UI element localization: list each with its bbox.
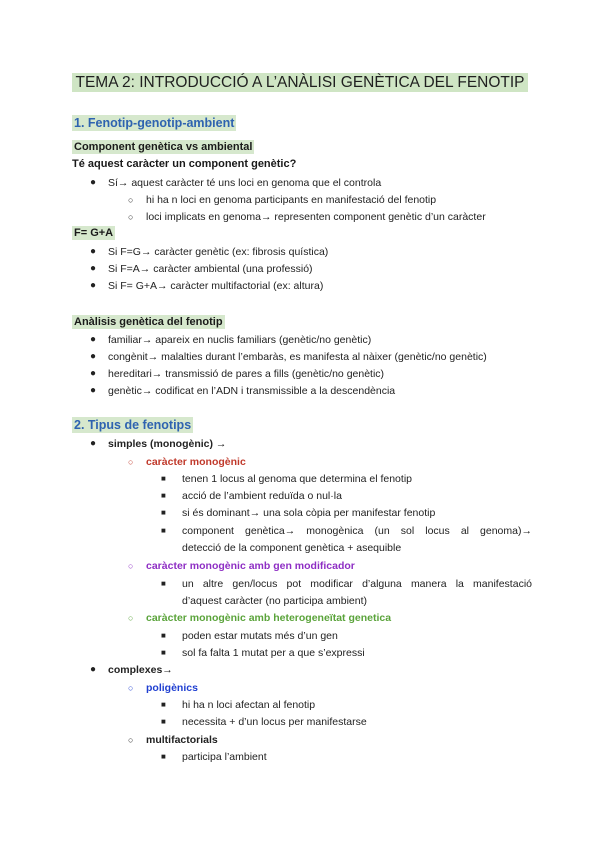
subheading-analysis: Anàlisis genètica del fenotip bbox=[74, 316, 223, 328]
bullet-square: ■ bbox=[161, 474, 166, 483]
list-item: familiar→ apareix en nuclis familiars (genètic/no genètic) bbox=[108, 334, 372, 346]
section-2-heading: 2. Tipus de fenotips bbox=[74, 418, 192, 432]
question-line: Té aquest caràcter un component genètic? bbox=[72, 158, 297, 170]
bullet-circle: ○ bbox=[128, 561, 134, 571]
list-item: poden estar mutats més d’un gen bbox=[182, 630, 338, 642]
bullet-dot: ● bbox=[90, 177, 97, 188]
list-item: un altre gen/locus pot modificar d’alguna manera la manifestació bbox=[182, 578, 532, 590]
polygenic-label: poligènics bbox=[146, 682, 198, 694]
list-item-continuation: d’aquest caràcter (no participa ambient) bbox=[182, 595, 368, 607]
list-item: hi ha n loci afectan al fenotip bbox=[182, 699, 316, 711]
bullet-dot: ● bbox=[90, 351, 97, 362]
list-item-complexes: complexes→ bbox=[108, 664, 173, 676]
section-1-heading: 1. Fenotip-genotip-ambient bbox=[74, 116, 235, 130]
list-item: congènit→ malalties durant l’embaràs, es manifesta al nàixer (genètic/no genètic) bbox=[108, 351, 487, 363]
hetero-label: caràcter monogènic amb heterogeneïtat genetica bbox=[146, 612, 392, 624]
bullet-circle: ○ bbox=[128, 683, 134, 693]
bullet-square: ■ bbox=[161, 752, 166, 761]
bullet-circle: ○ bbox=[128, 735, 134, 745]
list-item: si és dominant→ una sola còpia per manifestar fenotip bbox=[182, 507, 436, 519]
list-item: component genètica→ monogènica (un sol locus al genoma)→ bbox=[182, 525, 532, 537]
list-item: necessita + d’un locus per manifestarse bbox=[182, 716, 367, 728]
bullet-dot: ● bbox=[90, 334, 97, 345]
monogenic-label: caràcter monogènic bbox=[146, 456, 246, 468]
bullet-dot: ● bbox=[90, 438, 97, 449]
bullet-square: ■ bbox=[161, 700, 166, 709]
bullet-dot: ● bbox=[90, 280, 97, 291]
bullet-circle: ○ bbox=[128, 212, 134, 222]
list-item-simples: simples (monogènic) → bbox=[108, 438, 227, 450]
bullet-square: ■ bbox=[161, 579, 166, 588]
bullet-square: ■ bbox=[161, 491, 166, 500]
list-item: tenen 1 locus al genoma que determina el fenotip bbox=[182, 473, 412, 485]
bullet-dot: ● bbox=[90, 263, 97, 274]
list-item: loci implicats en genoma→ representen component genètic d’un caràcter bbox=[146, 211, 486, 223]
bullet-dot: ● bbox=[90, 368, 97, 379]
formula-label: F= G+A bbox=[74, 227, 114, 239]
bullet-dot: ● bbox=[90, 664, 97, 675]
bullet-circle: ○ bbox=[128, 195, 134, 205]
list-item: participa l’ambient bbox=[182, 751, 267, 763]
bullet-square: ■ bbox=[161, 508, 166, 517]
subheading-component: Component genètica vs ambiental bbox=[74, 141, 253, 153]
bullet-square: ■ bbox=[161, 648, 166, 657]
bullet-circle: ○ bbox=[128, 613, 134, 623]
list-item: Si F=A→ caràcter ambiental (una professió) bbox=[108, 263, 313, 275]
list-item: hi ha n loci en genoma participants en manifestació del fenotip bbox=[146, 194, 437, 206]
list-item-continuation: detecció de la component genètica + asequible bbox=[182, 542, 402, 554]
bullet-square: ■ bbox=[161, 717, 166, 726]
list-item: Sí→ aquest caràcter té uns loci en genoma que el controla bbox=[108, 177, 382, 189]
bullet-dot: ● bbox=[90, 246, 97, 257]
list-item: Si F= G+A→ caràcter multifactorial (ex: altura) bbox=[108, 280, 324, 292]
multifactorial-label: multifactorials bbox=[146, 734, 218, 746]
bullet-dot: ● bbox=[90, 385, 97, 396]
list-item: Si F=G→ caràcter genètic (ex: fibrosis quística) bbox=[108, 246, 329, 258]
bullet-circle: ○ bbox=[128, 457, 134, 467]
list-item: hereditari→ transmissió de pares a fills (genètic/no genètic) bbox=[108, 368, 385, 380]
list-item: acció de l’ambient reduïda o nul·la bbox=[182, 490, 342, 502]
bullet-square: ■ bbox=[161, 526, 166, 535]
document-title: TEMA 2: INTRODUCCIÓ A L’ANÀLISI GENÈTICA DEL FENOTIP bbox=[0, 74, 600, 92]
list-item: sol fa falta 1 mutat per a que s’expressi bbox=[182, 647, 365, 659]
bullet-square: ■ bbox=[161, 631, 166, 640]
modifier-label: caràcter monogènic amb gen modificador bbox=[146, 560, 355, 572]
list-item: genètic→ codificat en l’ADN i transmissible a la descendència bbox=[108, 385, 396, 397]
